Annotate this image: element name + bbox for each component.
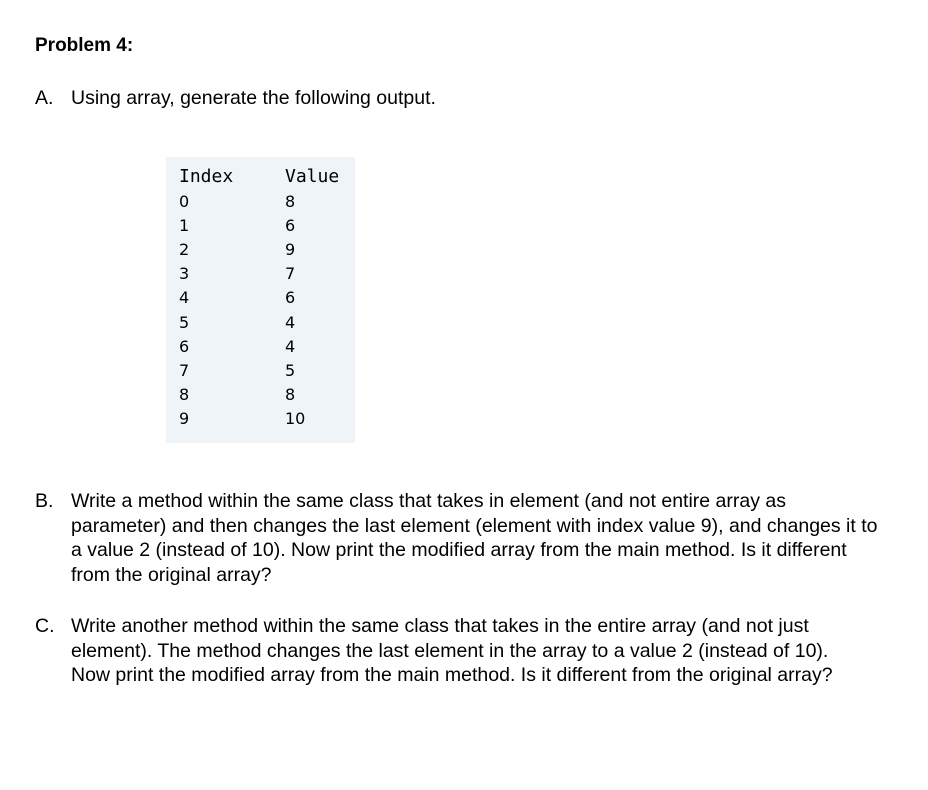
- table-row: [179, 310, 355, 334]
- table-row: [179, 237, 355, 261]
- index-cell: 9: [179, 409, 190, 429]
- value-cell: 4: [285, 312, 296, 332]
- value-header: Value: [285, 166, 340, 187]
- part-a-text: Using array, generate the following output.: [71, 87, 436, 109]
- table-row: [179, 189, 355, 213]
- part-c: [35, 614, 855, 688]
- value-cell: 5: [285, 360, 296, 380]
- index-cell: 3: [179, 264, 190, 284]
- table-row: [179, 213, 355, 237]
- value-cell: 6: [285, 215, 296, 235]
- index-cell: 2: [179, 239, 190, 259]
- value-cell: 8: [285, 191, 296, 211]
- part-a: [35, 86, 885, 111]
- value-cell: 9: [285, 239, 296, 259]
- table-row: [179, 407, 355, 431]
- table-header-row: [179, 164, 355, 189]
- table-row: [179, 334, 355, 358]
- table-row: [179, 286, 355, 310]
- part-b-letter: B.: [35, 490, 54, 512]
- index-header: Index: [179, 166, 234, 187]
- value-cell: 6: [285, 288, 296, 308]
- index-cell: 7: [179, 360, 190, 380]
- index-cell: 5: [179, 312, 190, 332]
- value-cell: 8: [285, 385, 296, 405]
- index-cell: 0: [179, 191, 190, 211]
- output-table: [179, 164, 355, 431]
- value-cell: 10: [285, 409, 306, 429]
- index-cell: 1: [179, 215, 190, 235]
- index-cell: 4: [179, 288, 190, 308]
- index-cell: 8: [179, 385, 190, 405]
- part-a-letter: A.: [35, 87, 54, 109]
- part-b-text: Write a method within the same class that takes in element (and not entire array as parameter) and then changes the last element (element with index value 9), and changes it to a value 2 (instead of 10). Now print the modified array from the main method. Is it different from the original array?: [71, 490, 878, 586]
- part-b: [35, 489, 885, 587]
- value-cell: 7: [285, 264, 296, 284]
- table-row: [179, 358, 355, 382]
- table-row: [179, 262, 355, 286]
- problem-title: Problem 4:: [35, 35, 134, 56]
- part-c-text: Write another method within the same class that takes in the entire array (and not just element). The method changes the last element in the array to a value 2 (instead of 10). Now print the modified array from the main method. Is it different from the original array?: [71, 615, 833, 686]
- value-cell: 4: [285, 336, 296, 356]
- part-c-letter: C.: [35, 615, 55, 637]
- table-row: [179, 383, 355, 407]
- index-cell: 6: [179, 336, 190, 356]
